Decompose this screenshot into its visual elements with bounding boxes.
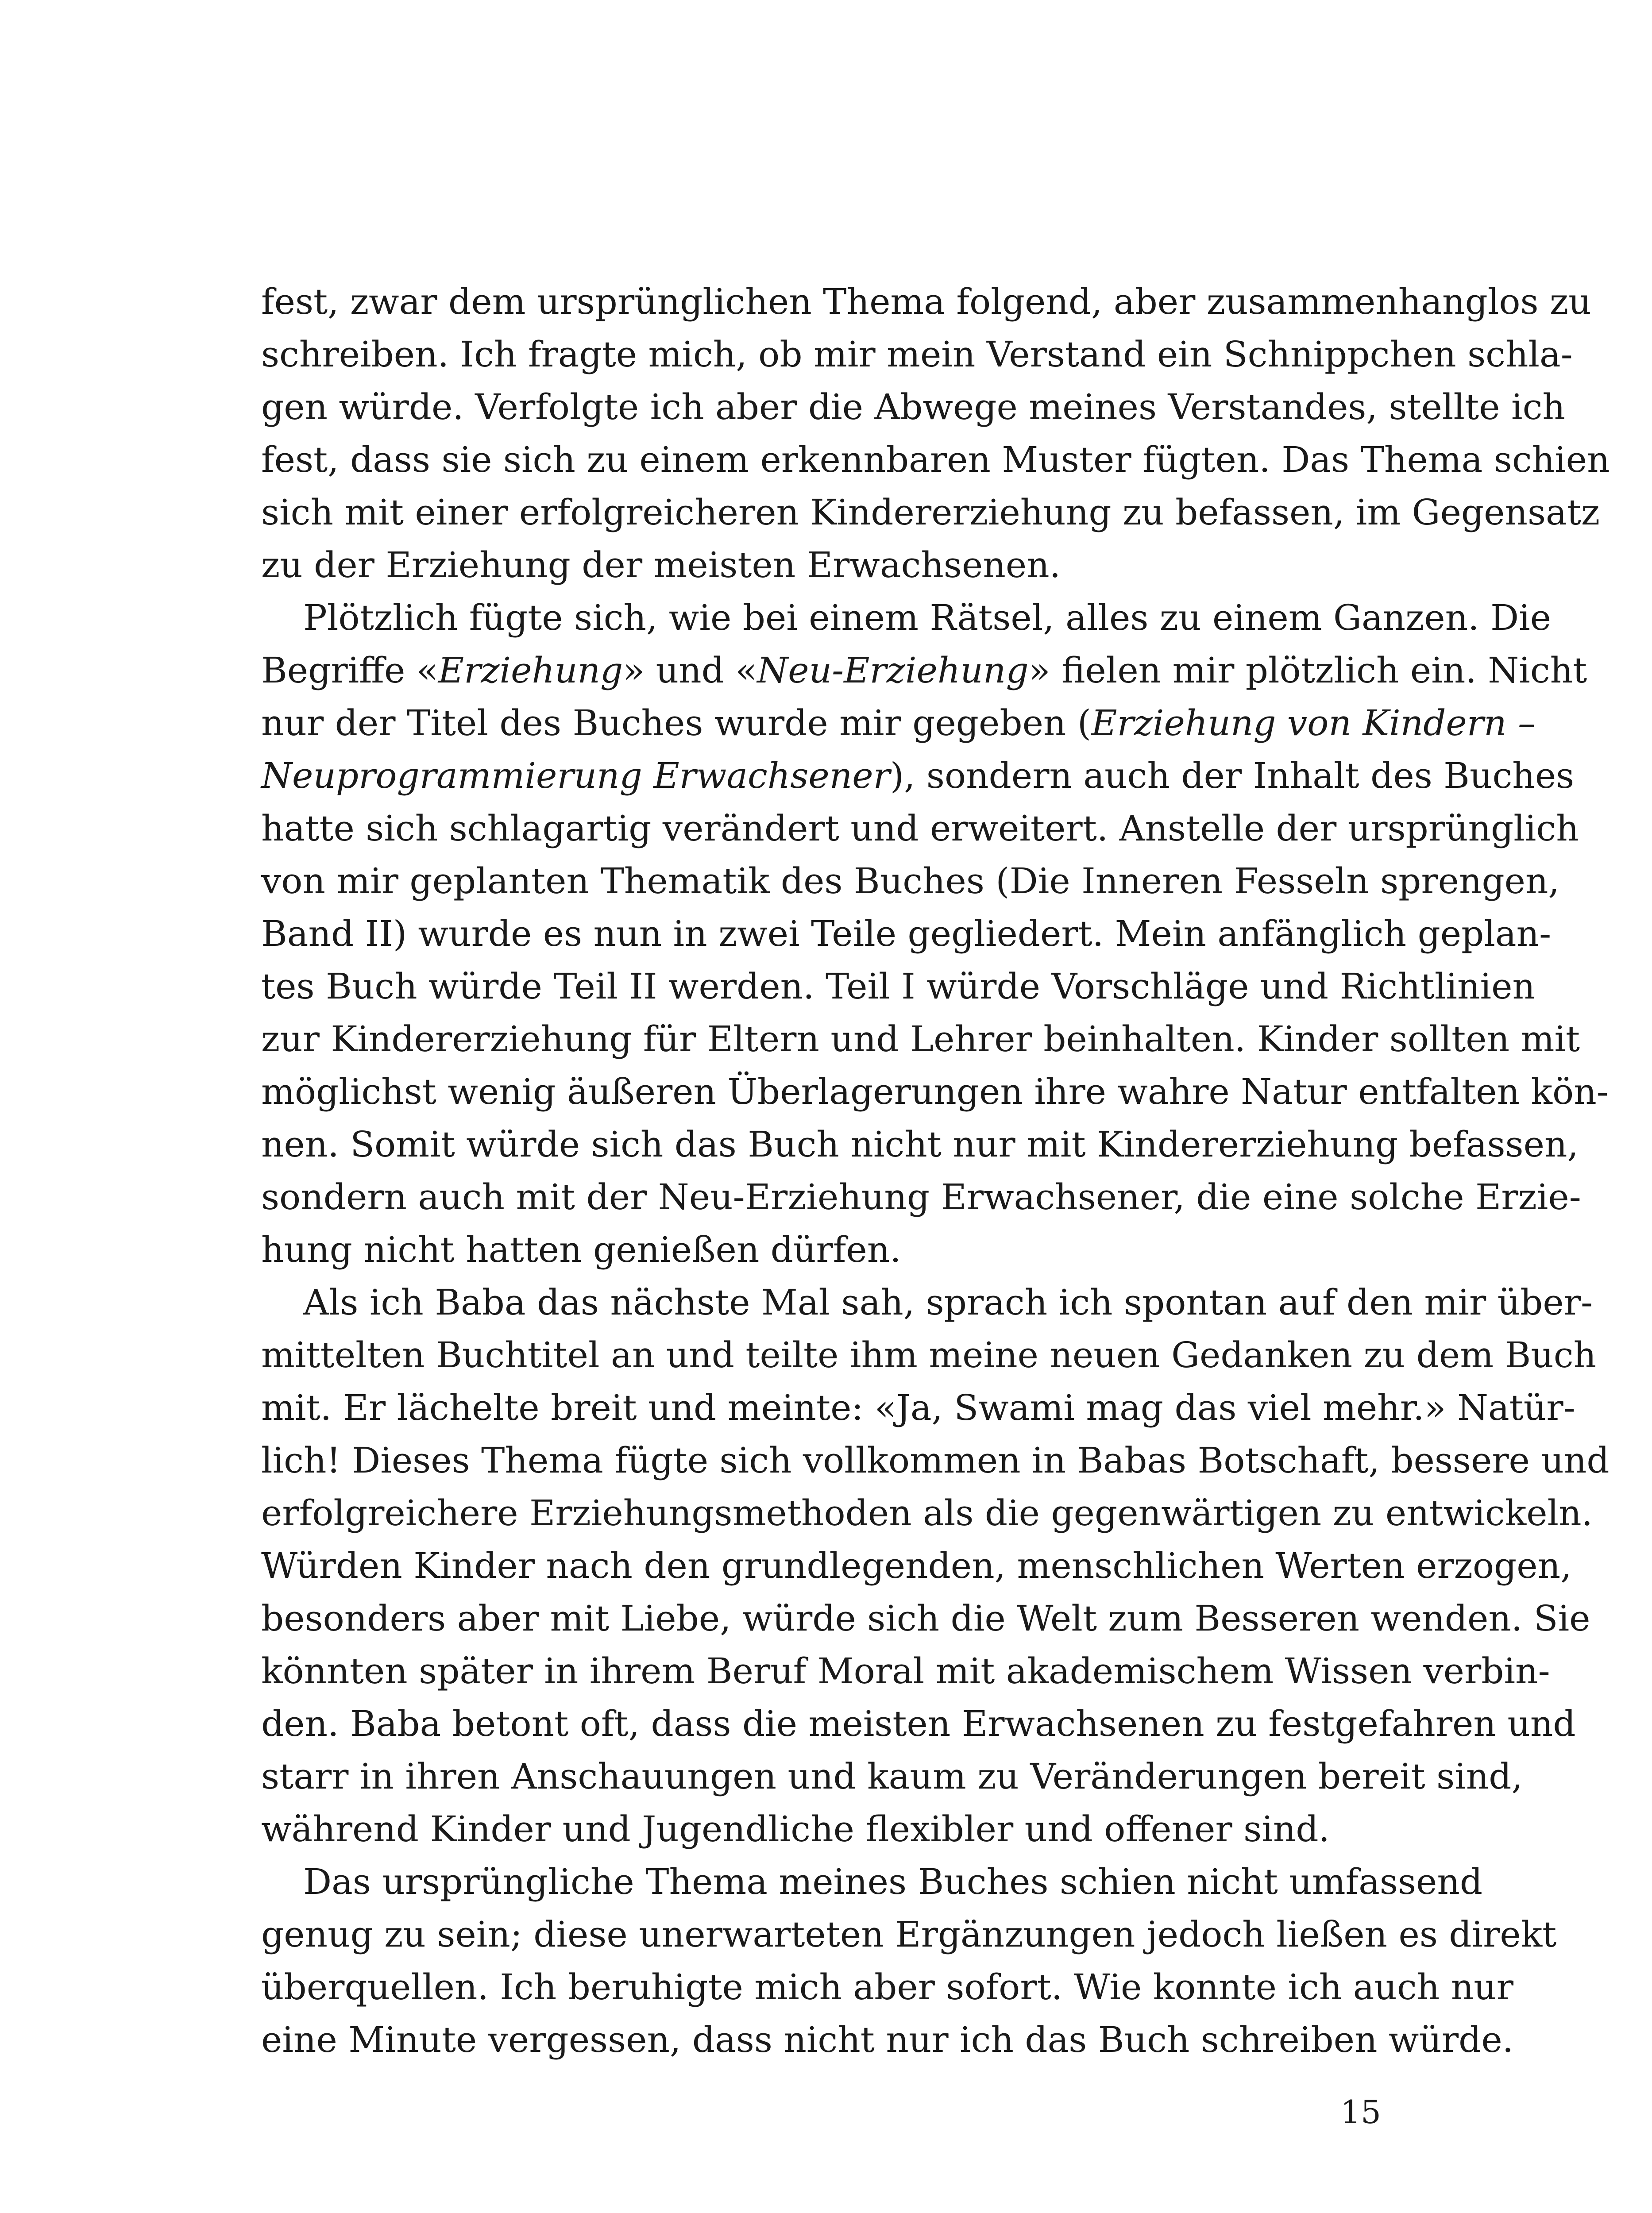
text-line: sich mit einer erfolgreicheren Kindererziehung zu befassen, im Gegensatz xyxy=(261,492,1600,533)
text-line: sondern auch mit der Neu-Erziehung Erwachsener, die eine solche Erzie- xyxy=(261,1176,1581,1218)
text-line: Würden Kinder nach den grundlegenden, menschlichen Werten erzogen, xyxy=(261,1545,1572,1586)
text-line: mit. Er lächelte breit und meinte: «Ja, Swami mag das viel mehr.» Natür- xyxy=(261,1387,1575,1428)
text-line: überquellen. Ich beruhigte mich aber sofort. Wie konnte ich auch nur xyxy=(261,1966,1513,2008)
text-line: hatte sich schlagartig verändert und erweitert. Anstelle der ursprünglich xyxy=(261,808,1579,849)
text-line: Als ich Baba das nächste Mal sah, sprach ich spontan auf den mir über- xyxy=(303,1282,1593,1323)
text-line xyxy=(261,697,1536,749)
text-line: eine Minute vergessen, dass nicht nur ich das Buch schreiben würde. xyxy=(261,2019,1514,2060)
text-segment: nur der Titel des Buches wurde mir gegeben ( xyxy=(261,702,1092,744)
text-segment: Begriffe « xyxy=(261,650,438,691)
text-line: starr in ihren Anschauungen und kaum zu Veränderungen bereit sind, xyxy=(261,1756,1523,1797)
text-line: schreiben. Ich fragte mich, ob mir mein Verstand ein Schnippchen schla- xyxy=(261,334,1573,375)
text-line: fest, dass sie sich zu einem erkennbaren Muster fügten. Das Thema schien xyxy=(261,439,1610,480)
italic-book-title: Erziehung von Kindern – xyxy=(1091,702,1536,744)
text-segment: » fielen mir plötzlich ein. Nicht xyxy=(1028,650,1587,691)
text-line: genug zu sein; diese unerwarteten Ergänzungen jedoch ließen es direkt xyxy=(261,1914,1557,1955)
text-line: fest, zwar dem ursprünglichen Thema folgend, aber zusammenhanglos zu xyxy=(261,281,1591,322)
text-line: mittelten Buchtitel an und teilte ihm meine neuen Gedanken zu dem Buch xyxy=(261,1334,1597,1376)
text-line: lich! Dieses Thema fügte sich vollkommen in Babas Botschaft, bessere und xyxy=(261,1440,1610,1481)
text-line: den. Baba betont oft, dass die meisten Erwachsenen zu festgefahren und xyxy=(261,1703,1576,1744)
text-line: besonders aber mit Liebe, würde sich die Welt zum Besseren wenden. Sie xyxy=(261,1598,1590,1639)
text-line: zu der Erziehung der meisten Erwachsenen. xyxy=(261,544,1061,586)
text-line: von mir geplanten Thematik des Buches (Die Inneren Fesseln sprengen, xyxy=(261,860,1559,902)
text-line: könnten später in ihrem Beruf Moral mit akademischem Wissen verbin- xyxy=(261,1650,1550,1692)
italic-term: Erziehung xyxy=(438,650,623,691)
text-line xyxy=(261,749,1575,802)
text-line: zur Kindererziehung für Eltern und Lehrer beinhalten. Kinder sollten mit xyxy=(261,1018,1580,1060)
text-line: Band II) wurde es nun in zwei Teile gegliedert. Mein anfänglich geplan- xyxy=(261,913,1552,954)
text-line: Das ursprüngliche Thema meines Buches schien nicht umfassend xyxy=(303,1861,1483,1902)
text-segment: ), sondern auch der Inhalt des Buches xyxy=(890,755,1575,796)
text-line: während Kinder und Jugendliche flexibler und offener sind. xyxy=(261,1808,1330,1850)
italic-term: Neu-Erziehung xyxy=(757,650,1029,691)
text-line: möglichst wenig äußeren Überlagerungen ihre wahre Natur entfalten kön- xyxy=(261,1071,1609,1112)
text-line: erfolgreichere Erziehungsmethoden als die gegenwärtigen zu entwickeln. xyxy=(261,1492,1593,1534)
text-line: nen. Somit würde sich das Buch nicht nur mit Kindererziehung befassen, xyxy=(261,1124,1579,1165)
page-number: 15 xyxy=(1340,2093,1381,2131)
text-line: gen würde. Verfolgte ich aber die Abwege meines Verstandes, stellte ich xyxy=(261,386,1565,428)
text-line: hung nicht hatten genießen dürfen. xyxy=(261,1229,901,1270)
text-line: tes Buch würde Teil II werden. Teil I würde Vorschläge und Richtlinien xyxy=(261,966,1535,1007)
text-line: Plötzlich fügte sich, wie bei einem Rätsel, alles zu einem Ganzen. Die xyxy=(303,597,1552,638)
text-segment: » und « xyxy=(623,650,757,691)
italic-book-title: Neuprogrammierung Erwachsener xyxy=(261,755,890,796)
text-line xyxy=(261,644,1587,697)
body-text xyxy=(261,275,1610,2066)
